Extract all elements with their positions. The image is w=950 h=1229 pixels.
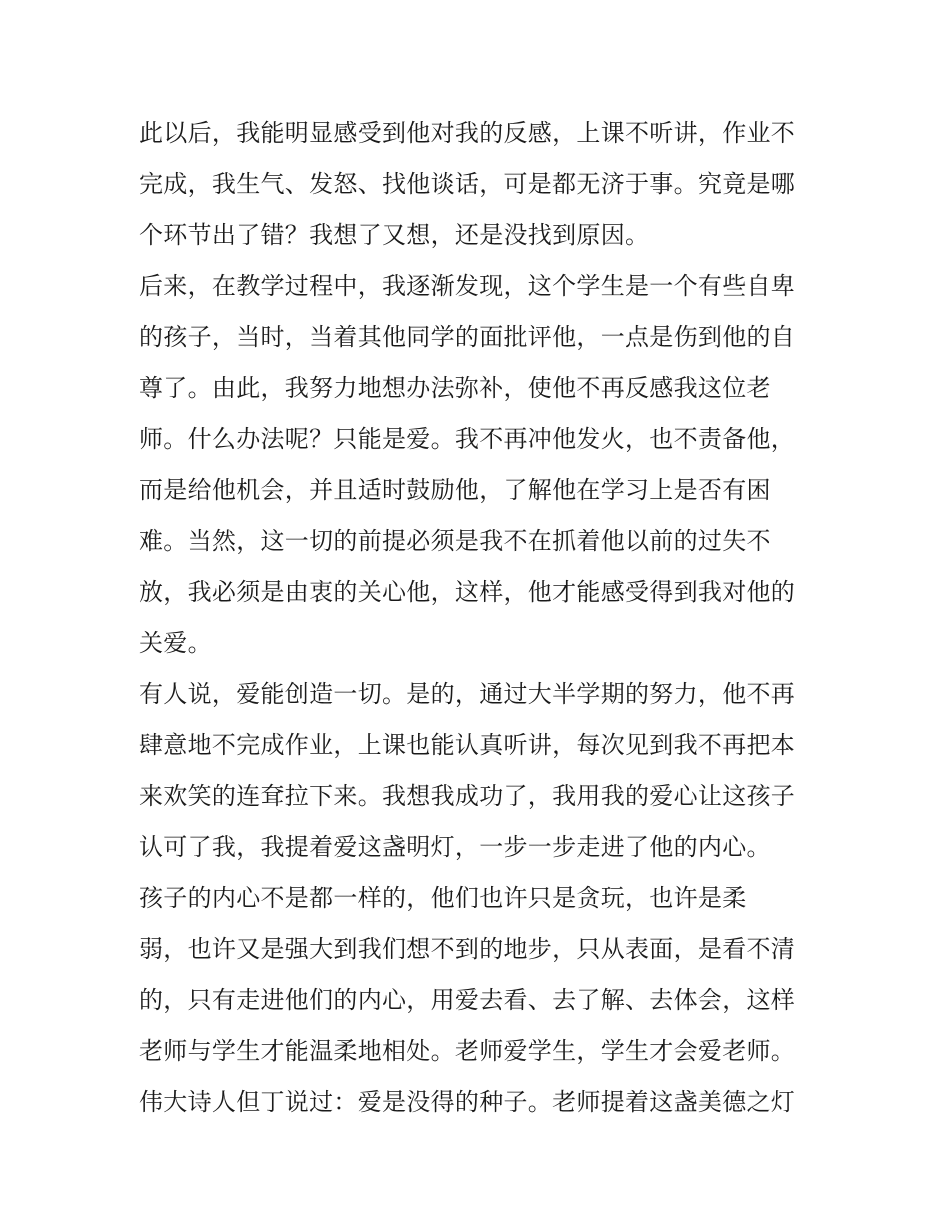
text-line: 尊了。由此，我努力地想办法弥补，使他不再反感我这位老 — [139, 374, 771, 402]
text-line: 弱，也许又是强大到我们想不到的地步，只从表面，是看不清 — [139, 935, 796, 963]
text-line: 难。当然，这一切的前提必须是我不在抓着他以前的过失不 — [139, 527, 771, 555]
text-line: 伟大诗人但丁说过：爱是没得的种子。老师提着这盏美德之灯 — [139, 1088, 796, 1116]
text-line: 有人说，爱能创造一切。是的，通过大半学期的努力，他不再 — [139, 680, 796, 708]
text-line: 关爱。 — [139, 629, 212, 657]
text-line: 来欢笑的连耷拉下来。我想我成功了，我用我的爱心让这孩子 — [139, 782, 796, 810]
text-line: 的孩子，当时，当着其他同学的面批评他，一点是伤到他的自 — [139, 323, 796, 351]
text-line: 肆意地不完成作业，上课也能认真听讲，每次见到我不再把本 — [139, 731, 796, 759]
text-line: 的，只有走进他们的内心，用爱去看、去了解、去体会，这样 — [139, 986, 796, 1014]
text-line: 个环节出了错？我想了又想，还是没找到原因。 — [139, 221, 650, 249]
text-line: 后来，在教学过程中，我逐渐发现，这个学生是一个有些自卑 — [139, 272, 796, 300]
text-line: 放，我必须是由衷的关心他，这样，他才能感受得到我对他的 — [139, 578, 796, 606]
document-body — [139, 108, 819, 1128]
text-line: 师。什么办法呢？只能是爱。我不再冲他发火，也不责备他， — [139, 425, 796, 453]
text-line: 老师与学生才能温柔地相处。老师爱学生，学生才会爱老师。 — [139, 1037, 796, 1065]
text-line: 孩子的内心不是都一样的，他们也许只是贪玩，也许是柔 — [139, 884, 747, 912]
text-line: 认可了我，我提着爱这盏明灯，一步一步走进了他的内心。 — [139, 833, 771, 861]
text-line: 此以后，我能明显感受到他对我的反感，上课不听讲，作业不 — [139, 119, 796, 147]
text-line: 而是给他机会，并且适时鼓励他，了解他在学习上是否有困 — [139, 476, 771, 504]
text-line: 完成，我生气、发怒、找他谈话，可是都无济于事。究竟是哪 — [139, 170, 796, 198]
